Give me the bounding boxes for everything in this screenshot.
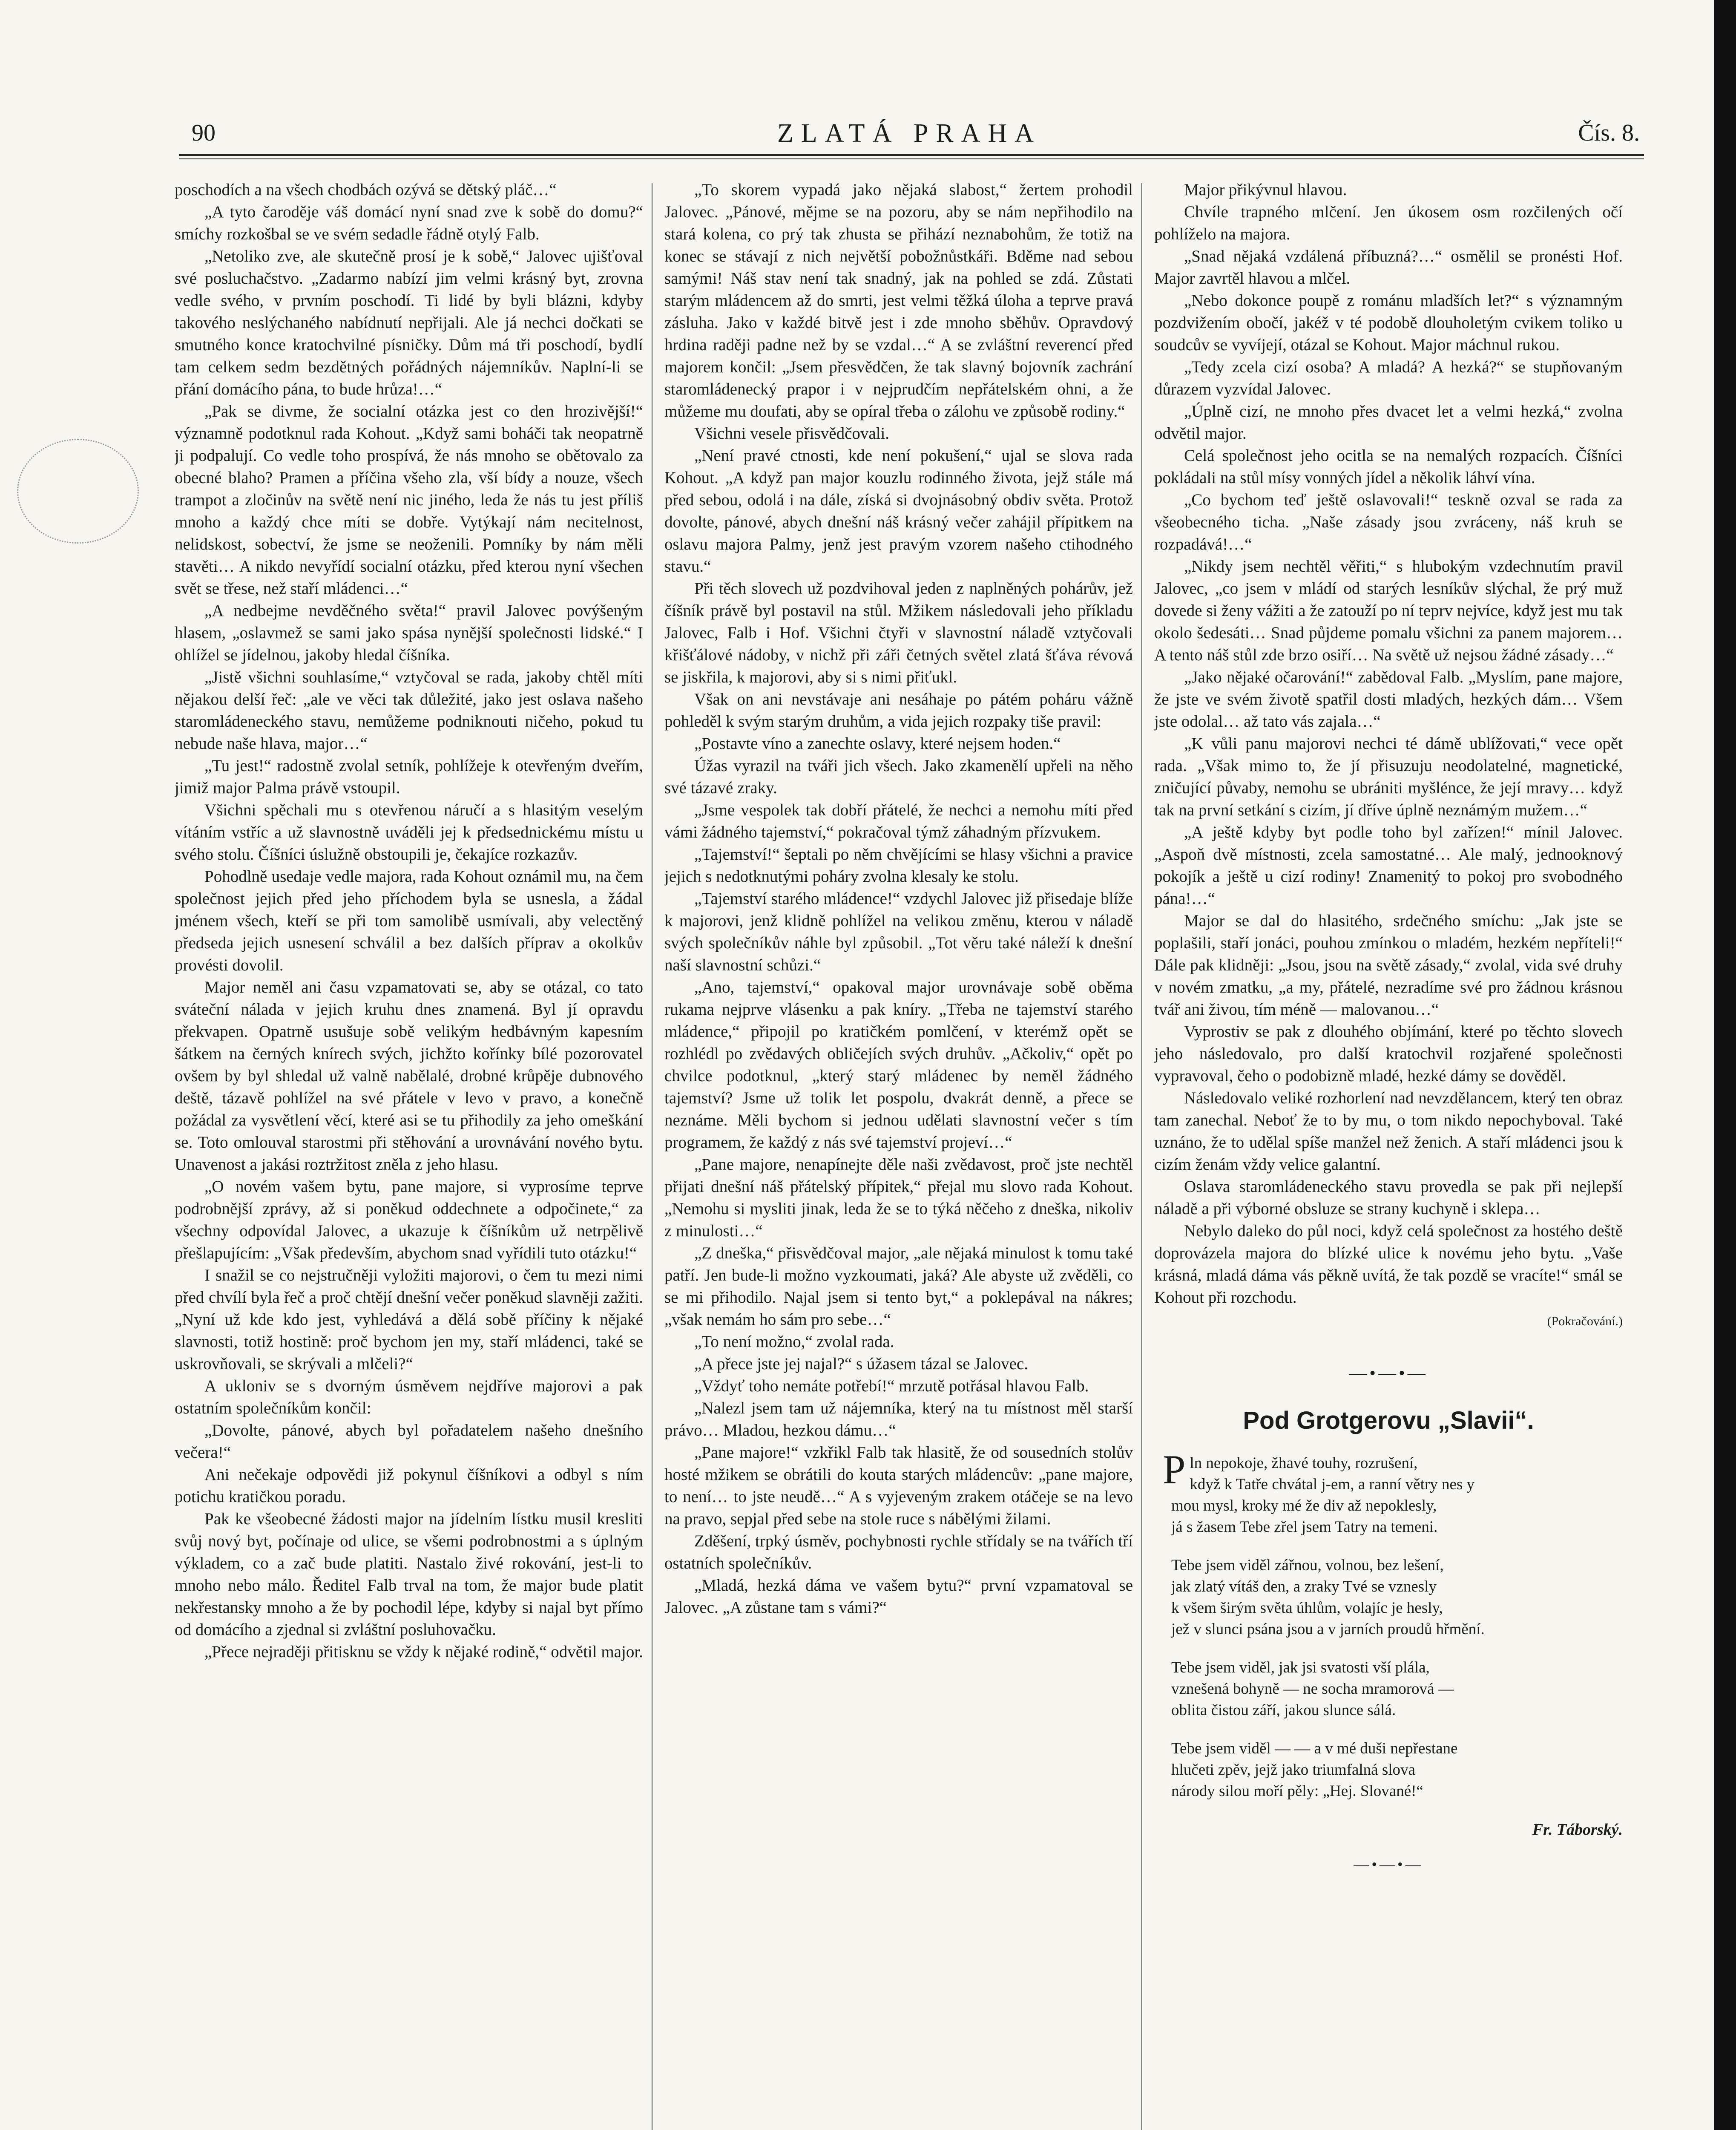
paragraph: Pohodlně usedaje vedle majora, rada Kohout oznámil mu, na čem společnost jejich před jeho příchodem byla se usnesla, a žádal jménem všech, kteří se při tom samolibě usmívali, aby velectěný předseda jejich usnesení schválil a bez dalších příprav a okolkův provésti dovolil.	[175, 867, 643, 974]
scan-edge	[1714, 0, 1736, 2130]
paragraph: „Jsme vespolek tak dobří přátelé, že nechci a nemohu míti před vámi žádného tajemství,“ pokračoval týmž záhadným přízvukem.	[664, 801, 1133, 841]
paragraph: „Přece nejraději přitisknu se vždy k nějaké rodině,“ odvětil major.	[204, 1643, 643, 1661]
paragraph: „A tyto čaroděje váš domácí nyní snad zve k sobě do domu?“ smíchy rozkošbal se ve svém sedadle řádně otylý Falb.	[175, 203, 643, 243]
paragraph: I snažil se co nejstručněji vyložiti majorovi, o čem tu mezi nimi před chvílí byla řeč a proč chtějí dnešní večer poněkud slavněji zažiti. „Nyní už kde kdo jest, vyhledává a dělá sobě příčiny k nějaké slavnosti, totiž hostině: proč bychom jen my, staří mládenci, také se uskrovňovali, se skrývali a mlčeli?“	[175, 1266, 643, 1373]
paragraph: „Z dneška,“ přisvědčoval major, „ale nějaká minulost k tomu také patří. Jen bude-li možno vyzkoumati, jaká? Ale abyste už zvěděli, co se mi přihodilo. Najal jsem si tento byt,“ a poklepával na nákres; „však nemám ho sám pro sebe…“	[664, 1244, 1133, 1329]
paragraph: Všichni vesele přisvědčovali.	[694, 424, 890, 443]
poem-stanza	[1171, 1657, 1623, 1721]
paragraph: „Mladá, hezká dáma ve vašem bytu?“ první vzpamatoval se Jalovec. „A zůstane tam s vámi?“	[664, 1576, 1133, 1617]
poem-line: jak zlatý vítáš den, a zraky Tvé se vznesly	[1171, 1578, 1437, 1595]
paragraph: „Jako nějaké očarování!“ zabědoval Falb. „Myslím, pane majore, že jste ve svém životě spatřil dosti mladých, hezkých dám… Všem jste odolal… až tato vás zajala…“	[1154, 668, 1623, 731]
poem-title: Pod Grotgerovu „Slavii“.	[1243, 1407, 1534, 1434]
paragraph: „A nedbejme nevděčného světa!“ pravil Jalovec povýšeným hlasem, „oslavmež se sami jako spása nynější společnosti lidské.“ I ohlížel se jídelnou, jakoby hledal číšníka.	[175, 602, 643, 664]
paragraph: Úžas vyrazil na tváři jich všech. Jako zkamenělí upřeli na něho své tázavé zraky.	[664, 757, 1133, 797]
paragraph: Však on ani nevstávaje ani nesáhaje po pátém poháru vážně pohleděl k svým starým druhům, a vida jejich rozpaky tiše pravil:	[664, 690, 1133, 731]
column-rule	[1141, 183, 1142, 2130]
paragraph: „Tajemství!“ šeptali po něm chvějícími se hlasy všichni a pravice jejich s nedotknutými poháry zvolna klesaly ke stolu.	[664, 845, 1133, 886]
paragraph: „Pak se divme, že socialní otázka jest co den hrozivější!“ významně podotknul rada Kohout. „Když sami boháči tak neopatrně ji podpalují. Co vedle toho prospívá, že nás mnoho se obětovalo za obecné blaho? Pramen a příčina všeho zla, vší bídy a nouze, všech trampot a zločinův na světě není nic jiného, leda že nás tu jest příliš mnoho a každý chce míti se dobře. Vytýkají nám necitelnost, nelidskost, sobectví, že jsme se neoženili. Pomníky by nám měli stavěti… A nikdo nevyřídí socialní otázku, před kterou nyní všechen svět se třese, než staří mládenci…“	[175, 402, 643, 598]
header-rule	[179, 154, 1644, 156]
paragraph: „A ještě kdyby byt podle toho byl zařízen!“ mínil Jalovec. „Aspoň dvě místnosti, zcela samostatné… Ale malý, jednooknový pokojík a ještě u cizí rodiny! Znamenitý to pokoj pro svobodného pána!…“	[1154, 823, 1623, 908]
column-2	[664, 179, 1133, 2130]
paragraph: Pak ke všeobecné žádosti major na jídelním lístku musil kresliti svůj nový byt, počínaje od ulice, se všemi podrobnostmi a s úplným výkladem, co a zač bude platiti. Nastalo živé rokování, jest-li to mnoho nebo málo. Ředitel Falb trval na tom, že major bude platit nekřestansky mnoho a že by pochodil lépe, kdyby si najal byt přímo od domácího a zjednal si zvláštní posluhovačku.	[175, 1510, 643, 1639]
continuation-note: (Pokračování.)	[1547, 1314, 1623, 1328]
paragraph: „Pane majore, nenapínejte děle naši zvědavost, proč jste nechtěl přijati dnešní náš přátelský přípitek,“ přejal mu slovo rada Kohout. „Nemohu si mysliti jinak, leda že se to týká něčeho z dneška, nikoliv z minulosti…“	[664, 1155, 1133, 1240]
poem-stanza	[1163, 1447, 1623, 1538]
paragraph: „Úplně cizí, ne mnoho přes dvacet let a velmi hezká,“ zvolna odvětil major.	[1154, 402, 1623, 443]
paragraph: Vyprostiv se pak z dlouhého objímání, které po těchto slovech jeho následovalo, pro další kratochvil rozjařené společnosti vypravoval, čeho o podobizně mladé, hezké dámy se dověděl.	[1154, 1022, 1623, 1085]
poem-author: Fr. Táborský.	[1532, 1821, 1623, 1839]
paragraph: „Postavte víno a zanechte oslavy, které nejsem hoden.“	[694, 734, 1061, 753]
poem-stanza	[1171, 1555, 1623, 1640]
paragraph: Major neměl ani času vzpamatovati se, aby se otázal, co tato sváteční nálada v jejich kruhu dnes znamená. Byl jí opravdu překvapen. Opatrně usušuje sobě velikým hedbávným kapesním šátkem na černých knírech svých, jichžto kořínky bílé pozorovatel ovšem by byl shledal už valně nabělalé, drobné krůpěje dubnového deště, tázavě pohlížel na své přátele v levo v pravo, a konečně požádal za vysvětlení věcí, které asi se tu přihodily za jeho omeškání se. Toto omlouval starostmi při stěhování a urovnávání nového bytu. Unavenost a jakási roztržitost zněla z jeho hlasu.	[175, 978, 643, 1174]
paragraph: „Snad nějaká vzdálená příbuzná?…“ osmělil se pronésti Hof. Major zavrtěl hlavou a mlčel.	[1154, 247, 1623, 288]
paragraph: Zděšení, trpký úsměv, pochybnosti rychle střídaly se na tvářích tří ostatních společníkův.	[664, 1532, 1133, 1572]
poem-line: národy silou moří pěly: „Hej. Slované!“	[1171, 1782, 1423, 1800]
paragraph: „Ano, tajemství,“ opakoval major urovnávaje sobě oběma rukama nejprve vlásenku a pak kníry. „Třeba ne tajemství starého mládence,“ připojil po kratičkém pomlčení, v kterémž opět se rozhlédl po zvědavých obličejích svých druhův. „Ačkoliv,“ opět po chvilce podotknul, „který starý mládenec by neměl žádného tajemství? Jsme už tolik let pospolu, dvakrát denně, a přece se neznáme. Měli bychom si jednou udělati slavnostní večer s tím programem, že každý z nás své tajemství projeví…“	[664, 978, 1133, 1151]
ornament-divider: —•—•—	[1349, 1364, 1428, 1383]
paragraph: „K vůli panu majorovi nechci té dámě ublížovati,“ vece opět rada. „Však mimo to, že jí přisuzuju neodolatelné, magnetické, zničující půvaby, nemohu se ubrániti myšlénce, že její mravy… když tak na první setkání s cizím, jí dříve úplně neznámým mužem…“	[1154, 734, 1623, 819]
paragraph: „Tajemství starého mládence!“ vzdychl Jalovec již přisedaje blíže k majorovi, jenž klidně pohlížel na velikou změnu, kterou v náladě svých společníkův náhle byl způsobil. „Tot věru také náleží k dnešní naší slavnostní schůzi.“	[664, 889, 1133, 974]
column-1	[175, 179, 643, 2130]
paragraph: „A přece jste jej najal?“ s úžasem tázal se Jalovec.	[694, 1355, 1028, 1373]
paragraph: poschodích a na všech chodbách ozývá se dětský pláč…“	[175, 181, 557, 199]
poem-line: jež v slunci psána jsou a v jarních proudů hřmění.	[1171, 1621, 1485, 1638]
paragraph: Všichni spěchali mu s otevřenou náručí a s hlasitým veselým vítáním vstříc a už slavnostně uváděli jej k předsednickému místu u svého stolu. Číšníci úslužně obstoupili je, čekajíce rozkazův.	[175, 801, 643, 864]
paragraph: Oslava staromládeneckého stavu provedla se pak při nejlepší náladě a při výborné obsluze se strany kuchyně i sklepa…	[1154, 1177, 1623, 1218]
paragraph: Major se dal do hlasitého, srdečného smíchu: „Jak jste se poplašili, staří jonáci, pouhou zmínkou o mladém, hezkém nepříteli!“ Dále pak klidněji: „Jsou, jsou na světě zásady,“ zvolal, vida své druhy v novém zmatku, „a my, přátelé, nezradíme své pro žádnou krásnou tvář ani živou, tím méně — malovanou…“	[1154, 912, 1623, 1019]
paragraph: A ukloniv se s dvorným úsměvem nejdříve majorovi a pak ostatním společníkům končil:	[175, 1377, 643, 1417]
paragraph: Major přikývnul hlavou.	[1184, 181, 1347, 199]
ornament-divider: —•—•—	[1354, 1856, 1423, 1873]
issue-number: Čís. 8.	[1578, 120, 1640, 146]
paragraph: „Tu jest!“ radostně zvolal setník, pohlížeje k otevřeným dveřím, jimiž major Palma právě vstoupil.	[175, 757, 643, 797]
paragraph: Ani nečekaje odpovědi již pokynul číšníkovi a odbyl s ním potichu kratičkou poradu.	[175, 1465, 643, 1506]
paragraph: Chvíle trapného mlčení. Jen úkosem osm rozčilených očí pohlíželo na majora.	[1154, 203, 1623, 243]
paragraph: Při těch slovech už pozdvihoval jeden z naplněných pohárův, jež číšník právě byl postavil na stůl. Mžikem následovali jeho příkladu Jalovec, Falb i Hof. Všichni čtyři v slavnostní náladě vztyčovali křišťálové nádoby, v nichž při záři četných světel zlatá šťáva révová se jiskřila, k majorovi, aby si s nimi přiťukl.	[664, 579, 1133, 686]
poem-dropcap: P	[1163, 1447, 1186, 1492]
paragraph: „O novém vašem bytu, pane majore, si vyprosíme teprve podrobnější zprávy, až si poněkud oddechnete a odpočinete,“ za všechny odpovídal Jalovec, a ukazuje k číšníkům už netrpělivě přešlapujícím: „Však především, abychom snad vyřídili tuto otázku!“	[175, 1177, 643, 1262]
library-stamp	[17, 439, 139, 544]
poem-line: hlučeti zpěv, jejž jako triumfalná slova	[1171, 1761, 1415, 1779]
page-number: 90	[192, 120, 216, 146]
poem-stanza	[1171, 1738, 1623, 1802]
poem-line: Tebe jsem viděl — — a v mé duši nepřestane	[1171, 1740, 1458, 1757]
poem-line: Tebe jsem viděl, jak jsi svatosti vší plála,	[1171, 1659, 1430, 1676]
poem-line: vznešená bohyně — ne socha mramorová —	[1171, 1680, 1454, 1698]
paragraph: „Nikdy jsem nechtěl věřiti,“ s hlubokým vzdechnutím pravil Jalovec, „co jsem v mládí od starých lesníkův slýchal, že prý muž dovede si ženy vážiti a že zatouží po ní teprv nejvíce, když jest mu tak okolo šedesáti… Snad půjdeme pomalu všichni za panem majorem… A tento náš stůl zde brzo osiří… Na světě už nejsou žádné zásady…“	[1154, 557, 1623, 664]
header-rule-thin	[179, 158, 1644, 159]
paragraph: „Vždyť toho nemáte potřebí!“ mrzutě potřásal hlavou Falb.	[694, 1377, 1089, 1395]
paragraph: „Nalezl jsem tam už nájemníka, který na tu místnost měl starší právo… Mladou, hezkou dámu…“	[664, 1399, 1133, 1439]
paragraph: Nebylo daleko do půl noci, když celá společnost za hostého deště doprovázela majora do blízké ulice k novému jeho bytu. „Vaše krásná, mladá dáma vás pěkně uvítá, že tak pozdě se vracíte!“ smál se Kohout při rozchodu.	[1154, 1222, 1623, 1307]
paragraph: „Tedy zcela cizí osoba? A mladá? A hezká?“ se stupňovaným důrazem vyzvídal Jalovec.	[1154, 358, 1623, 398]
paragraph: „Co bychom teď ještě oslavovali!“ teskně ozval se rada za všeobecného ticha. „Naše zásady jsou zvráceny, náš kruh se rozpadává!…“	[1154, 491, 1623, 553]
poem	[1163, 1447, 1623, 1840]
paragraph: „Dovolte, pánové, abych byl pořadatelem našeho dnešního večera!“	[175, 1421, 643, 1462]
paragraph: „Pane majore!“ vzkřikl Falb tak hlasitě, že od sousedních stolův hosté mžikem se obrátili do kouta starých mládencův: „pane majore, to není… to jste neudě…“ A s vyjeveným zrakem otáčeje se na levo na pravo, sepjal před sebe na stole ruce s nábělými žilami.	[664, 1443, 1133, 1528]
paragraph: „Netoliko zve, ale skutečně prosí je k sobě,“ Jalovec ujišťoval své posluchačstvo. „Zadarmo nabízí jim velmi krásný byt, zrovna vedle svého, v prvním poschodí. Ti lidé by byli blázni, kdyby takového neslýchaného nabídnutí nepřijali. Ale já nechci dočkati se smutného konce kratochvilné písničky. Dům má tři poschodí, bydlí tam celkem sedm bezdětných pořádných nájemníkův. Naplní-li se přání domácího pána, to bude hrůza!…“	[175, 247, 643, 398]
poem-line: když k Tatře chvátal j-em, a ranní větry nes y	[1190, 1476, 1475, 1493]
paragraph: „To není možno,“ zvolal rada.	[694, 1333, 894, 1351]
paragraph: „Nebo dokonce poupě z románu mladších let?“ s významným pozdvižením obočí, jakéž v té podobě dlouholetým cvikem toliko u soudcův se vyvíjejí, otázal se Kohout. Major máchnul rukou.	[1154, 291, 1623, 354]
column-3	[1154, 179, 1623, 2130]
paragraph: „To skorem vypadá jako nějaká slabost,“ žertem prohodil Jalovec. „Pánové, mějme se na pozoru, aby se nám nepřihodilo na stará kolena, co prý tak zhusta se přihází neznabohům, že totiž na konec se stávají z nich největší pobožnůstkáři. Bděme nad sebou samými! Náš stav není tak snadný, jak na pohled se zdá. Zůstati starým mládencem až do smrti, jest velmi těžká úloha a teprve pravá zásluha. Jako v každé bitvě jest i zde mnoho sběhův. Opravdový hrdina raději padne než by se vzdal…“ A se zvláštní reverencí před majorem končil: „Jsem přesvědčen, že tak slavný bojovník zachrání staromládenecký prapor i v nejprudčím nepřátelském ohni, a že můžeme mu doufati, aby se opíral třeba o zálohu ve způsobě rodiny.“	[664, 181, 1133, 420]
poem-line: Tebe jsem viděl zářnou, volnou, bez lešení,	[1171, 1557, 1444, 1574]
paragraph: Následovalo veliké rozhorlení nad nevzdělancem, který ten obraz tam zanechal. Neboť že to by mu, o tom nikdo nepochyboval. Také uznáno, že to udělal spíše manžel než ženich. A staří mládenci jsou k cizím ženám vždy velice galantní.	[1154, 1089, 1623, 1174]
poem-line: ln nepokoje, žhavé touhy, rozrušení,	[1190, 1454, 1418, 1472]
paragraph: Celá společnost jeho ocitla se na nemalých rozpacích. Číšníci pokládali na stůl mísy vonných jídel a několik láhví vína.	[1154, 446, 1623, 487]
poem-line: oblita čistou září, jakou slunce sálá.	[1171, 1701, 1396, 1719]
paragraph: „Není pravé ctnosti, kde není pokušení,“ ujal se slova rada Kohout. „A když pan major kouzlu rodinného života, jejž stále má před sebou, odolá i na dále, získá si dvojnásobný obdiv světa. Protož dovolte, pánové, abych dnešní náš krásný večer zahájil přípitkem na oslavu majora Palmy, jenž jest pravým vzorem našeho ctihodného stavu.“	[664, 446, 1133, 576]
page-header	[179, 115, 1640, 149]
poem-line: mou mysl, kroky mé že div až nepoklesly,	[1171, 1497, 1437, 1514]
poem-line: k všem širým světa úhlům, volajíc je hesly,	[1171, 1599, 1443, 1617]
magazine-title: ZLATÁ PRAHA	[777, 119, 1041, 148]
paragraph: „Jistě všichni souhlasíme,“ vztyčoval se rada, jakoby chtěl míti nějakou delší řeč: „ale ve věci tak důležité, jako jest oslava našeho staromládeneckého stavu, nemůžeme podniknouti ničeho, pokud tu nebude naše hlava, major…“	[175, 668, 643, 753]
poem-line: já s žasem Tebe zřel jsem Tatry na temeni.	[1171, 1518, 1438, 1536]
